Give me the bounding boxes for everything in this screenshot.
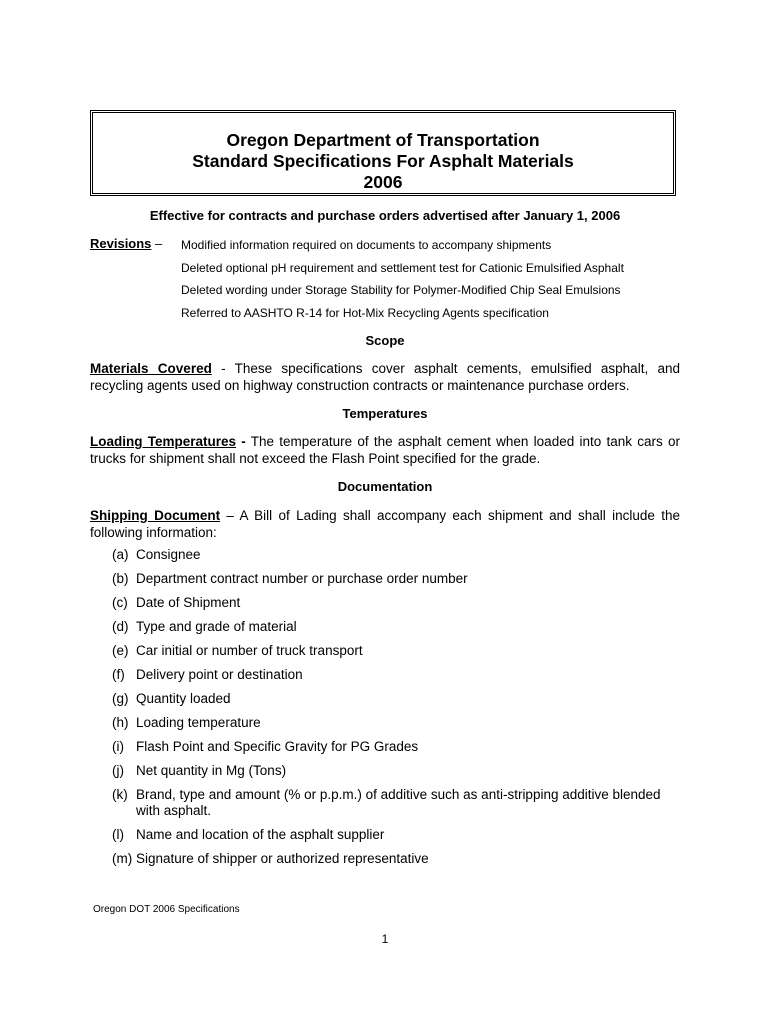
list-item: (c) Date of Shipment: [112, 595, 241, 610]
scope-lead: Materials Covered: [90, 361, 212, 376]
temperatures-lead: Loading Temperatures: [90, 434, 237, 449]
title-line-2: Standard Specifications For Asphalt Materials: [192, 151, 574, 171]
scope-heading: Scope: [365, 333, 405, 348]
list-item: (e) Car initial or number of truck transport: [112, 643, 363, 658]
effective-date-line: Effective for contracts and purchase orders advertised after January 1, 2006: [149, 208, 621, 223]
footer-text: Oregon DOT 2006 Specifications: [93, 904, 240, 915]
list-item: (b) Department contract number or purchase order number: [112, 571, 468, 586]
title-box: [90, 110, 676, 196]
revision-item: Modified information required on documents to accompany shipments: [181, 238, 552, 252]
title-line-3: 2006: [363, 172, 403, 192]
list-item: (d) Type and grade of material: [112, 619, 297, 634]
list-item: (m) Signature of shipper or authorized representative: [112, 851, 429, 866]
list-item: (j) Net quantity in Mg (Tons): [112, 763, 287, 778]
revision-item: Deleted optional pH requirement and settlement test for Cationic Emulsified Asphalt: [181, 261, 624, 275]
title-line-1: Oregon Department of Transportation: [226, 130, 540, 150]
list-item: (g) Quantity loaded: [112, 691, 231, 706]
list-item: (l) Name and location of the asphalt supplier: [112, 827, 385, 842]
temperatures-paragraph: Loading Temperatures - The temperature of the asphalt cement when loaded into tank cars or trucks for shipment shall not exceed the Flash Point specified for the grade.: [90, 434, 681, 466]
documentation-lead: Shipping Document: [90, 508, 221, 523]
list-item: (h) Loading temperature: [112, 715, 261, 730]
scope-paragraph: Materials Covered - These specifications cover asphalt cements, emulsified asphalt, and recycling agents used on highway construction contracts or maintenance purchase orders.: [90, 361, 680, 393]
list-item: (a) Consignee: [112, 547, 201, 562]
revision-item: Deleted wording under Storage Stability for Polymer-Modified Chip Seal Emulsions: [181, 283, 621, 297]
temperatures-heading: Temperatures: [342, 406, 428, 421]
list-item: (k) Brand, type and amount (% or p.p.m.) of additive such as anti-stripping additive blended with asphalt.: [112, 787, 661, 818]
page-number: 1: [381, 932, 389, 946]
documentation-paragraph: Shipping Document – A Bill of Lading shall accompany each shipment and shall include the following information:: [90, 508, 680, 540]
list-item: (f) Delivery point or destination: [112, 667, 303, 682]
list-item: (i) Flash Point and Specific Gravity for PG Grades: [112, 739, 419, 754]
revision-item: Referred to AASHTO R-14 for Hot-Mix Recycling Agents specification: [181, 306, 549, 320]
documentation-heading: Documentation: [337, 479, 433, 494]
revisions-label: Revisions –: [90, 236, 163, 251]
